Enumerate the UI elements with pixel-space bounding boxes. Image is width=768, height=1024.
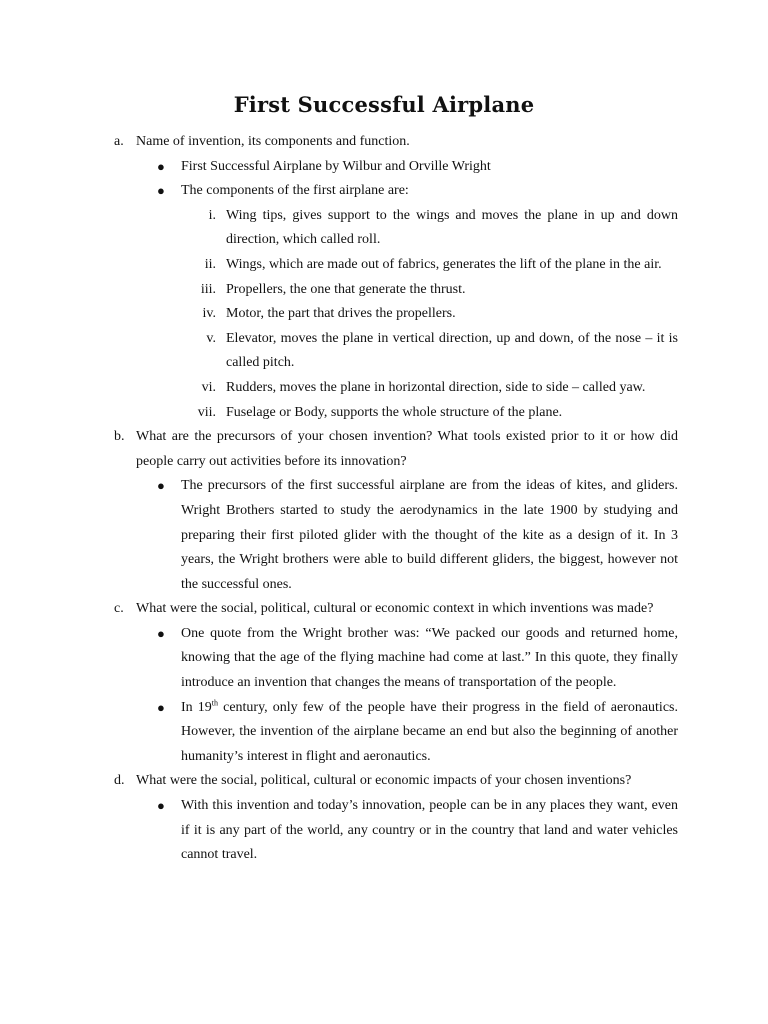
- bullet-item: [0, 696, 768, 770]
- question-text: Name of invention, its components and function.: [136, 134, 410, 149]
- question-marker: b.: [114, 429, 125, 445]
- component-number: vi.: [201, 379, 216, 395]
- component-text: Rudders, moves the plane in horizontal direction, side to side – called yaw.: [226, 379, 646, 395]
- superscript-ordinal: th: [211, 698, 218, 707]
- component-number: iv.: [202, 306, 216, 322]
- component-item: [0, 401, 768, 426]
- bullet-icon: ●: [157, 158, 165, 174]
- component-number: iii.: [200, 281, 216, 297]
- component-item: [0, 253, 768, 278]
- component-number: v.: [206, 330, 216, 346]
- question-marker: d.: [114, 773, 125, 789]
- component-item: [0, 376, 768, 401]
- bullet-text: One quote from the Wright brother was: “We packed our goods and returned home, knowing that the age of the flying machine had come at last.” In this quote, they finally introduce an invention that changes the means of transportation of the people.: [181, 625, 678, 691]
- page-title: First Successful Airplane: [233, 92, 535, 117]
- question-a: [0, 130, 768, 155]
- bullet-text: The precursors of the first successful airplane are from the ideas of kites, and gliders. Wright Brothers started to study the aerodynamics in the late 1900 by studying and preparing their first piloted glider with the thought of the kite as a design of it. In 3 years, the Wright brothers were able to build different gliders, the biggest, however not the successful ones.: [181, 478, 678, 592]
- component-item: [0, 204, 768, 253]
- bullet-item: [0, 179, 768, 204]
- component-item: [0, 327, 768, 376]
- bullet-text: With this invention and today’s innovation, people can be in any places they want, even if it is any part of the world, any country or in the country that land and water vehicles cannot travel.: [181, 798, 678, 863]
- document-body: [0, 130, 768, 868]
- bullet-icon: ●: [157, 478, 165, 494]
- bullet-item: [0, 794, 768, 868]
- question-marker: c.: [114, 601, 124, 617]
- component-item: [0, 278, 768, 303]
- bullet-icon: ●: [157, 699, 165, 715]
- question-d: [0, 769, 768, 794]
- question-text: What were the social, political, cultural or economic impacts of your chosen inventions?: [136, 773, 632, 789]
- component-text: Propellers, the one that generate the thrust.: [226, 281, 466, 297]
- bullet-icon: ●: [157, 798, 165, 814]
- question-b: [0, 425, 768, 474]
- component-number: vii.: [197, 404, 216, 420]
- question-marker: a.: [114, 134, 124, 149]
- component-text: Wings, which are made out of fabrics, generates the lift of the plane in the air.: [226, 256, 662, 272]
- bullet-item: [0, 622, 768, 696]
- bullet-item: [0, 155, 768, 180]
- bullet-text: The components of the first airplane are:: [181, 183, 409, 199]
- component-text: Motor, the part that drives the propellers.: [226, 306, 456, 322]
- component-number: i.: [208, 207, 216, 223]
- component-text: Wing tips, gives support to the wings and moves the plane in up and down direction, which called roll.: [226, 207, 678, 248]
- question-text: What were the social, political, cultural or economic context in which inventions was made?: [136, 601, 654, 617]
- component-text: Fuselage or Body, supports the whole structure of the plane.: [226, 404, 563, 420]
- bullet-icon: ●: [157, 183, 165, 199]
- component-number: ii.: [204, 256, 216, 272]
- bullet-text: First Successful Airplane by Wilbur and Orville Wright: [181, 158, 491, 174]
- bullet-icon: ●: [157, 625, 165, 641]
- bullet-item: [0, 474, 768, 597]
- question-text: What are the precursors of your chosen invention? What tools existed prior to it or how did people carry out activities before its innovation?: [136, 429, 678, 469]
- component-text: Elevator, moves the plane in vertical direction, up and down, of the nose – it is called pitch.: [226, 330, 678, 371]
- question-c: [0, 597, 768, 622]
- bullet-text-rest: century, only few of the people have their progress in the field of aeronautics. However, the invention of the airplane became an end but also the beginning of another humanity’s interest in flight and aeronautics.: [181, 699, 678, 764]
- bullet-text-start: In 19: [181, 699, 212, 715]
- component-item: [0, 302, 768, 327]
